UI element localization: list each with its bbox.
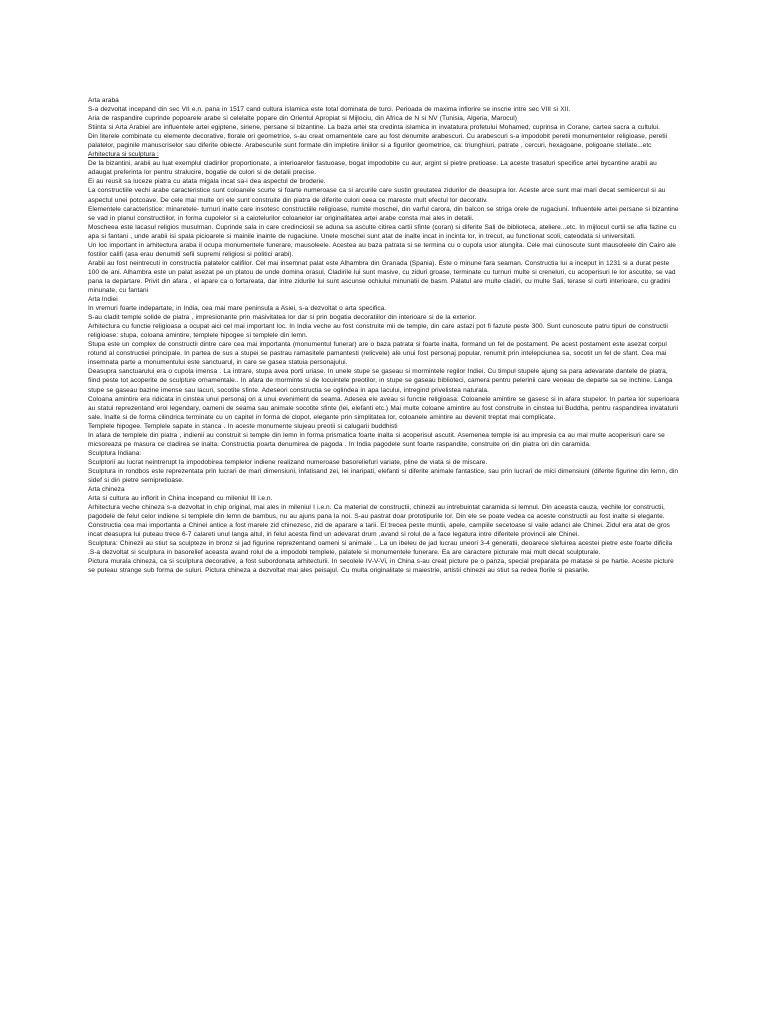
paragraph: Arabii au fost neintrecuti in constructia palatelor califilor. Cel mai insemnat palat este Alhambra din Granada (Spania). Este o minune fara seaman. Constructia lui a inceput in 1231 si a durat peste 100 de ani. Alhambra este un palat asezat pe un platou de unde domina orasul. Cladirile lui sunt masive, cu ziduri groase, terminate cu turnuri multe si creneluri, cu acoperisuri le lor ascutite, se vad pana la departare. Privit din afara , el apare ca o fortareata, dar intre zidurile lui sunt ascunse ochiului minunatii de basm. Palatul are multe cladiri, cu multe Sali, terase si curti interioare, cu gradini minunate, cu fantani — [88, 259, 676, 294]
paragraph: Elementele caracteristice: minaretele- turnuri inalte care insotesc constructiile religioase, numite moschei, din varful carora, din balcon se striga orele de rugaciuni. Influentele artei persane si bizantine se vad in planul constructiilor, in forma cupolelor si a caiotelurilor coloanelor iar originalitatea artei arabe consta mai ales in detalii. — [88, 205, 679, 222]
paragraph: Sculptura: Chinezii au stiut sa sculpteze in bronz si jad figurine reprezentand oameni si animale .. La un ibeleu de jad lucrau uneori 3-4 generatii, deoarece slefuirea acestei pietre este foarte dificila .S-a dezvoltat si sculptura in basorelief aceasta avand rolul de a impodobi templele, palatele si monumentele funerare. Ea are caractere picturale mai mult decat sculpturale. — [88, 540, 673, 557]
section-heading: Arta araba — [88, 97, 119, 104]
paragraph: Aria de raspandire cuprinde popoarele arabe si celelalte popare din Orientul Apropiat si Mijlociu, din Africa de N si NV (Tunisia, Algeria, Marocul) — [88, 115, 517, 123]
section-heading: Arta Indiei — [88, 296, 118, 304]
paragraph: Un loc important in arhitectura araba il ocupa monumentele funerare, mausoleele. Acestea au baza patrata si se termina cu o cupola usor alungita. Cele mai cunoscute sunt mausoleele din Cairo ale fostilor califi (asa erau denumiti sefii supremi religiosi si politici arabi). — [88, 241, 676, 258]
paragraph: Stiinta si Arta Arabiei are influentele artei egiptene, siriene, persane si bizantine. La baza artei sta credinta islamica in invatatura profetului Mohamed, cuprinsa in Corane, cartea sacra a cultului. — [88, 124, 661, 132]
paragraph: Arhitectura cu functie religioasa a ocupat aici cel mai important loc. In India veche au fost construite mii de temple, din care astazi pot fi fazute peste 300. Sunt cunoscute patru tipuri de constructii religioase: stupa, coloana amintire, templele hipogee si templele din lemn. — [88, 323, 668, 340]
paragraph: Sculptorii au lucrat neintrerupt la impodobirea templelor indiene realizand numeroase basoreliefuri variate, pline de viata si de miscare. — [88, 458, 488, 466]
paragraph: De la bizantini, arabii au luat exemplul cladirilor proportionate, a interioarelor fastuoase, bogat impodobite cu aur, argint si pietre pretioase. La aceste trasaturi specifice artei bycantine arabii au adaugat preferinta lor pentru stralucire, bogatie de culori si de detalii precise. — [88, 160, 657, 177]
paragraph: Din literele combinate cu elemente decorative, florale ori geometrice, s-au creat ornamentele care au fost denumite arabescuri. Cu arabescuri s-a impodobit peretii monumentelor religioase, peretii palatelor, paginile manuscriselor sau diferite obiecte. Arabescurile sunt formate din impletire liniilor si a figurilor geometrice, ca: triunghiuri, patrate , cercuri, hexagoane, poligoane stellate...etc — [88, 133, 668, 150]
paragraph: Pictura murala chineza, ca si sculptura decorative, a fost subordonata arhitecturii. In secolele IV-V-Vi, in China s-au creat picture pe o panza, special preparata pe matase si pe hartie. Aceste picture se puteau strange sub forma de suluri. Pictura chineza a dezvoltat mai ales peisajul. Cu multa originalitate si maiestrie, artistii chinezii au stiut sa redea florile si pasarile. — [88, 558, 674, 575]
section-heading: Sculptura Indiana: — [88, 449, 142, 457]
paragraph: Arta si cultura au inflorit in China incepand cu mileniul III i.e.n. — [88, 495, 273, 503]
paragraph: Moscheea este lacasul religios musulman. Cuprinde sala in care credinciosii se aduna sa asculte citirea cartii sfinte (coran) si diferite Sali de biblioteca, ateliere...etc. In mijlocul curtii se afla fazine cu apa si fantani , unde arabii isi spala picioarele si mainile inainte de rugaciune. Unele moschei sunt atat de inalte incat in incinta lor, in trecut, au functionat scoli, cateodata si universitati. — [88, 223, 677, 240]
paragraph: Arhitectura veche chineza s-a dezvoltat in chip original, mai ales in mileniul I i.e.n. Ca material de constructii, chinezii au intrebuintat caramida si lemnul. Din aceasta cauza, vechile lor constructii, pagodele de felul celor indiene si templele din lemn de bambus, nu au ajuns pana la noi. S-au pastrat doar prototipurile lor. Din ele se poate vedea ca aceste constructii au fost inalte si elegante. — [88, 504, 665, 521]
document-page — [88, 96, 680, 575]
paragraph: La constructiile vechi arabe caracteristice sunt coloanele scurte si foarte numeroase ca si arcurile care sustin greutatea zidurilor de deasupra lor. Aceste arce sunt mai mari decat semicercul si au aspectul unei potcoave. De cele mai multe ori ele sunt construite din piatra de diferite culori ceea ce mareste mult efectul lor decorativ. — [88, 187, 666, 204]
paragraph: S-a dezvoltat incepand din sec VII e.n. pana in 1517 cand cultura islamica este total dominata de turci. Perioada de maxima inflorire se inscrie intre sec VIII si XII. — [88, 106, 571, 114]
paragraph: S-au cladit temple solide de piatra , impresionante prin masivitatea lor dar si prin bogatia decoratiilor din interioare si de la exterior. — [88, 314, 477, 322]
paragraph: Ei au reusit sa luceze piatra cu atata migala incat sa-i dea aspectul de broderie. — [88, 178, 326, 186]
paragraph: In vremuri foarte indepartate, in India, cea mai mare peninsula a Asiei, s-a dezvoltat o arta specifica. — [88, 305, 387, 313]
paragraph: Stupa este un complex de constructii dintre care cea mai importanta (monumentul funerar) are o baza patrata si foarte inalta, formand un fel de postament. Pe acest postament este asezat corpul rotund al constructiei principale. In partea de sus a stupei se pastrau ramasitele pamantesti (relicvele) ale unui fost personaj popular, renumit prin intelepciunea sa, socotit un fel de sfant. Cea mai insemnata parte a monumentului este sanctuarul, in care se gasea statuia personajului. — [88, 341, 667, 367]
paragraph: Sculptura in rondbos este reprezentata prin lucrari de mari dimensiuni, infatisand zei, lei inaripati, elefanti si diferite animale fantastice, sau prin lucrari de mici dimensiuni (diferite figurine din lemn, din sidef si din pietre semipretioase. — [88, 467, 679, 484]
paragraph: Coloana amintire era ridicata in cinstea unui personaj ori a unui eveniment de seama. Adesea ele aveau si functie religioasa. Coloanele amintire se gasesc si in afara stupelor. In partea lor superioara au statui reprezentand eroi legendary, oameni de seama sau animale socotite sfinte (lei, elefanti etc.) Mai multe coloane amintire au fost construite in cinstea lui Buddha, pentru raspandirea invataturii sale. Inalte si de forma cilindrica terminate cu un capitel in forma de clopot, elegante prin simplitatea lor, coloanele amintire au devenit treptat mai complicate. — [88, 395, 680, 421]
paragraph: Constructia cea mai importanta a Chinei antice a fost marele zid chinezesc, zid de aparare a tarii. El trecea peste muntii, apele, campiile secetoase si vaile adanci ale Chinei. Zidul era atat de gros incat deasupra lui puteau trece 6-7 calareti unul langa altul, in felul acesta fiind un adevarat drum ,avand si rolul de a face legatura intre diferitele provincii ale Chinei. — [88, 522, 670, 539]
section-heading: Arhitectura si sculptura : — [88, 151, 159, 159]
paragraph: Deasupra sanctuarului era o cupola imensa . La intrare, stupa avea porti uriase. In unele stupe se gaseau si mormintele regilor Indiei. Cu timpul stupele ajung sa para adevarate dantele de piatra, fiind peste tot acoperite de sculpture ornamentale.. In afara de morminte si de locuintele preotilor, in stupe se gaseau biblioteci, camera pentru pelerinii care veneau de departe sa se inchine. Langa stupe se gaseau bazine imense sau lacuri, socotite sfinte. Adeseori constructia se oglindea in apa lacului, intregind privelistea naturala. — [88, 368, 673, 394]
paragraph: In afara de templele din piatra , indienii au construit si temple din lemn in forma prismatica foarte inalta si acoperisul ascutit. Asemenea temple isi au impresia ca au mai multe acoperisuri care se micsoreaza pe masura ce cladirea se inalta. Constructia poarta denumirea de pagoda . In India pagodele sunt foarte raspandite, construite ori din piatra ori din caramida. — [88, 431, 665, 448]
paragraph: Templele hipogee. Templele sapate in stanca . In aceste monumente slujeau preotii si calugarii buddhisti — [88, 422, 398, 430]
section-heading: Arta chineza — [88, 486, 125, 494]
